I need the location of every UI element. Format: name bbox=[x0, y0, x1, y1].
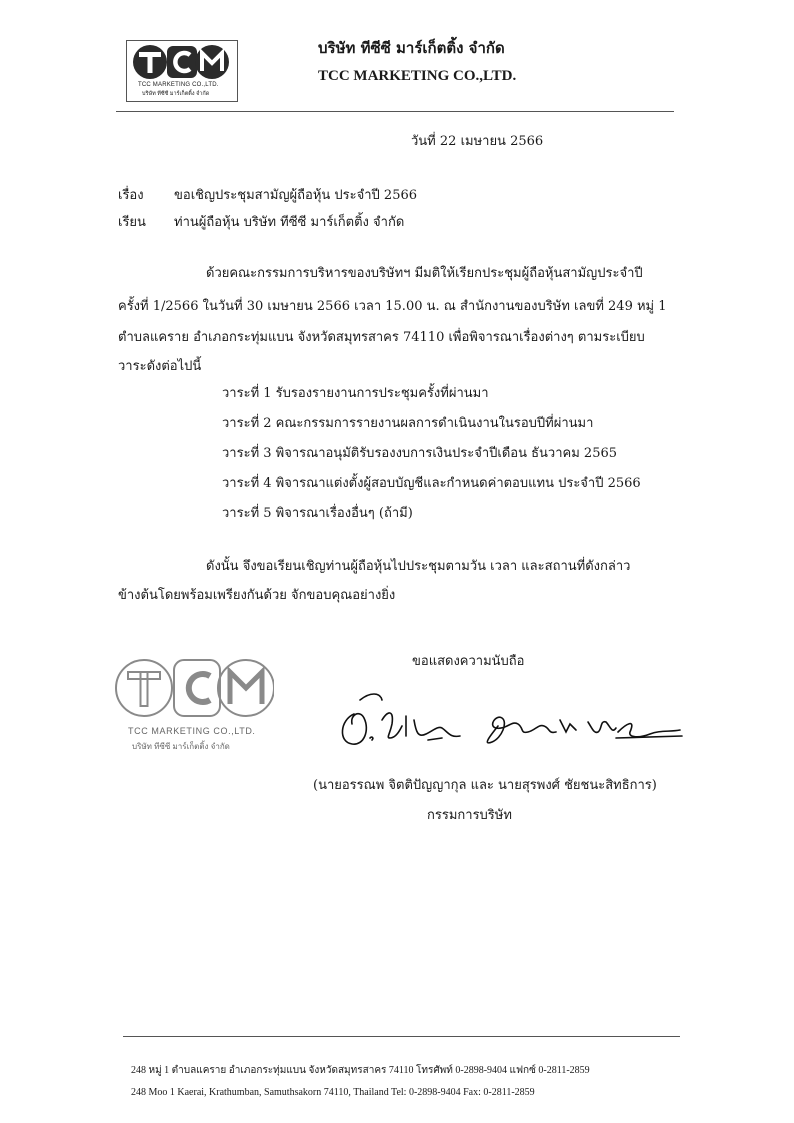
company-name-thai: บริษัท ทีซีซี มาร์เก็ตติ้ง จำกัด bbox=[318, 39, 505, 57]
sign-off: ขอแสดงความนับถือ bbox=[412, 654, 525, 669]
handwritten-signatures bbox=[330, 680, 730, 760]
seal-logo-icon bbox=[114, 654, 274, 722]
company-logo bbox=[126, 40, 238, 102]
tcm-logo-icon bbox=[132, 43, 230, 81]
logo-text-th: บริษัท ทีซีซี มาร์เก็ตติ้ง จำกัด bbox=[142, 91, 210, 97]
subject-line bbox=[118, 184, 417, 205]
body-line: ครั้งที่ 1/2566 ในวันที่ 30 เมษายน 2566 เวลา 15.00 น. ณ สำนักงานของบริษัท เลขที่ 249 หมู่ 1 bbox=[118, 299, 667, 314]
subject-text: ขอเชิญประชุมสามัญผู้ถือหุ้น ประจำปี 2566 bbox=[174, 188, 418, 203]
company-seal bbox=[114, 654, 284, 754]
header-divider bbox=[116, 111, 674, 112]
agenda-item: วาระที่ 2 คณะกรรมการรายงานผลการดำเนินงานในรอบปีที่ผ่านมา bbox=[222, 416, 594, 431]
body-line: ตำบลแคราย อำเภอกระทุ่มแบน จังหวัดสมุทรสาคร 74110 เพื่อพิจารณาเรื่องต่างๆ ตามระเบียบ bbox=[118, 330, 645, 345]
logo-text-en: TCC MARKETING CO.,LTD. bbox=[138, 82, 219, 88]
closing-line: ข้างต้นโดยพร้อมเพรียงกันด้วย จักขอบคุณอย่างยิ่ง bbox=[118, 588, 396, 603]
agenda-item: วาระที่ 5 พิจารณาเรื่องอื่นๆ (ถ้ามี) bbox=[222, 506, 413, 521]
footer-address-english: 248 Moo 1 Kaerai, Krathumban, Samuthsakorn 74110, Thailand Tel: 0-2898-9404 Fax: 0-2811-2859 bbox=[131, 1087, 535, 1098]
subject-label: เรื่อง bbox=[118, 188, 144, 203]
letter-date: วันที่ 22 เมษายน 2566 bbox=[411, 134, 544, 149]
agenda-item: วาระที่ 3 พิจารณาอนุมัติรับรองงบการเงินประจำปีเดือน ธันวาคม 2565 bbox=[222, 446, 618, 461]
company-name-english: TCC MARKETING CO.,LTD. bbox=[318, 68, 517, 84]
body-line: ด้วยคณะกรรมการบริหารของบริษัทฯ มีมติให้เรียกประชุมผู้ถือหุ้นสามัญประจำปี bbox=[206, 266, 643, 281]
footer-address-thai: 248 หมู่ 1 ตำบลแคราย อำเภอกระทุ่มแบน จังหวัดสมุทรสาคร 74110 โทรศัพท์ 0-2898-9404 แฟกซ์ 0-2811-2859 bbox=[131, 1065, 590, 1076]
recipient-text: ท่านผู้ถือหุ้น บริษัท ทีซีซี มาร์เก็ตติ้ง จำกัด bbox=[174, 215, 405, 230]
footer-divider bbox=[123, 1036, 680, 1037]
agenda-item: วาระที่ 1 รับรองรายงานการประชุมครั้งที่ผ่านมา bbox=[222, 386, 489, 401]
recipient-line bbox=[118, 211, 404, 232]
closing-line: ดังนั้น จึงขอเรียนเชิญท่านผู้ถือหุ้นไปประชุมตามวัน เวลา และสถานที่ดังกล่าว bbox=[206, 559, 631, 574]
signatory-names: (นายอรรณพ จิตติปัญญากุล และ นายสุรพงศ์ ชัยชนะสิทธิการ) bbox=[313, 778, 657, 793]
seal-text-en: TCC MARKETING CO.,LTD. bbox=[128, 726, 256, 736]
body-line: วาระดังต่อไปนี้ bbox=[118, 359, 202, 374]
recipient-label: เรียน bbox=[118, 215, 146, 230]
signatory-title: กรรมการบริษัท bbox=[427, 808, 512, 823]
seal-text-th: บริษัท ทีซีซี มาร์เก็ตติ้ง จำกัด bbox=[132, 742, 230, 751]
agenda-item: วาระที่ 4 พิจารณาแต่งตั้งผู้สอบบัญชีและกำหนดค่าตอบแทน ประจำปี 2566 bbox=[222, 476, 641, 491]
